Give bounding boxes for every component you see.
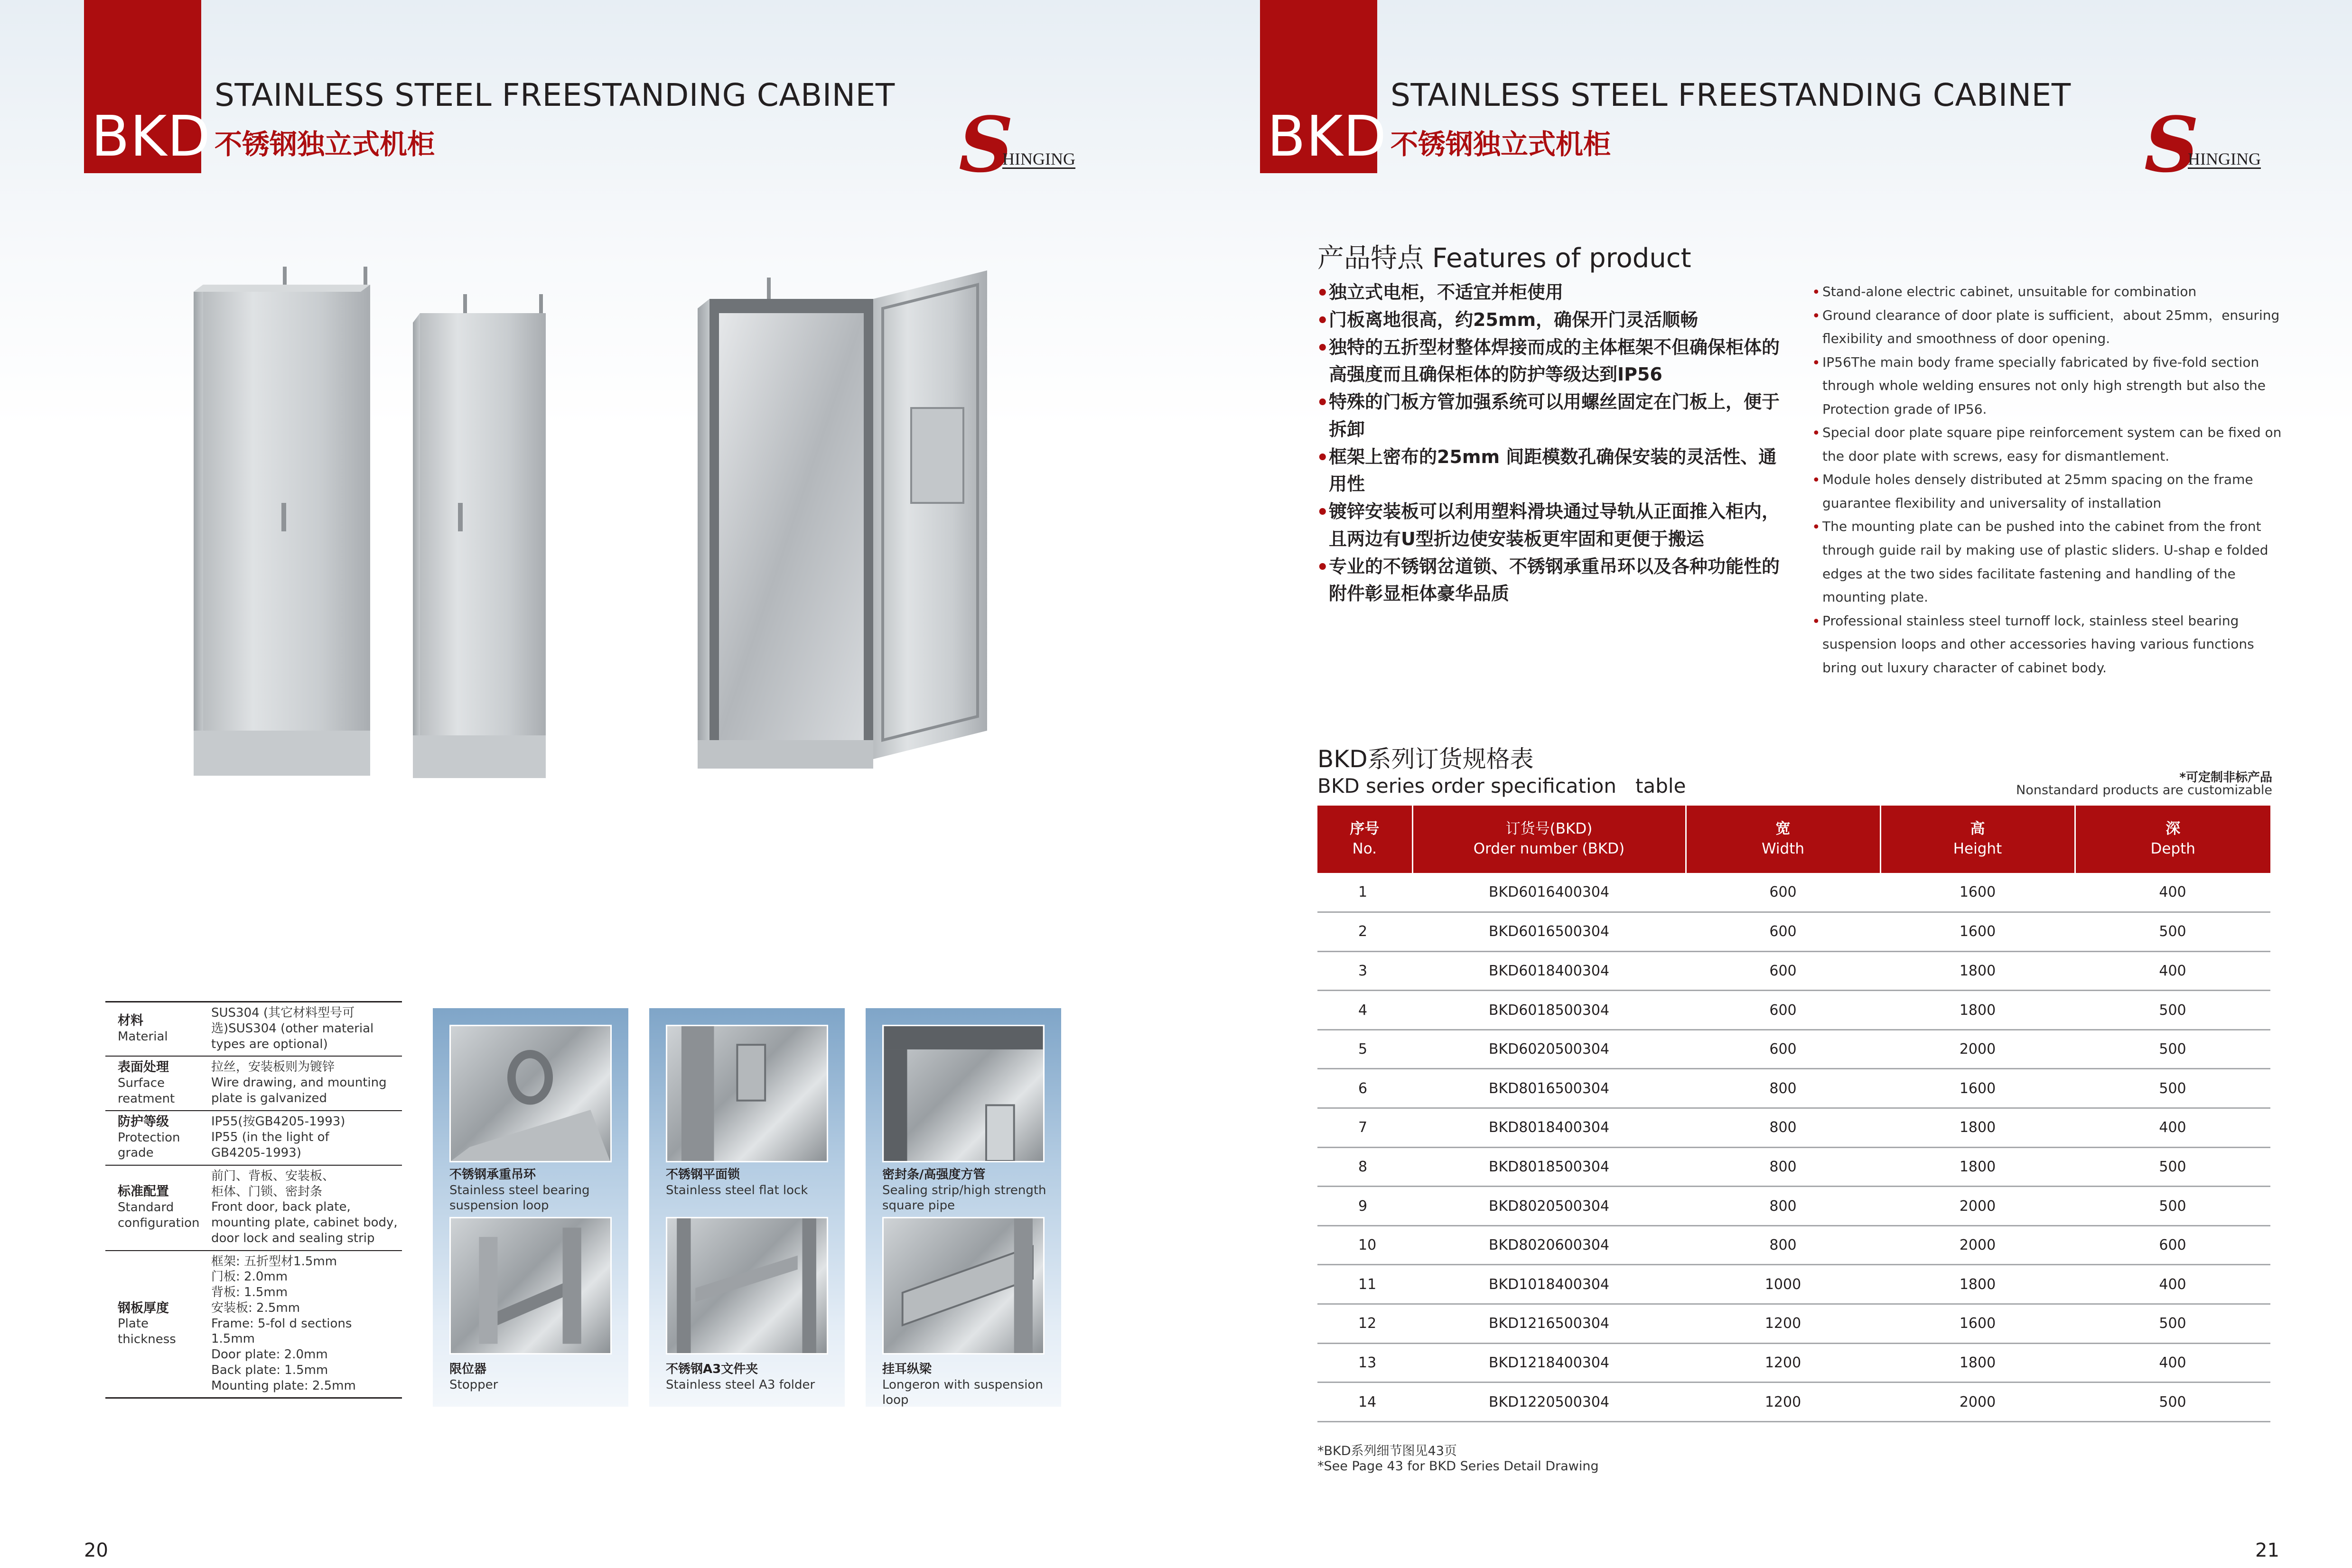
spec-row-material: [105, 1002, 402, 1057]
a3-folder-photo: [666, 1217, 828, 1355]
bkd-code: BKD: [91, 103, 211, 169]
cell-depth: 400: [2075, 1265, 2270, 1304]
cell-order-number: BKD8018400304: [1412, 1108, 1686, 1148]
cell-height: 2000: [1880, 1030, 2075, 1069]
features-list-en: [1812, 280, 2282, 679]
table-row: [1317, 1147, 2270, 1187]
cell-height: 1800: [1880, 1343, 2075, 1382]
customizable-note-en: Nonstandard products are customizable: [2016, 783, 2272, 798]
cell-width: 600: [1686, 1030, 1880, 1069]
page-title-cn: 不锈钢独立式机柜: [1391, 128, 1611, 160]
cell-no: 14: [1317, 1382, 1412, 1422]
accessory-column-1: [433, 1008, 628, 1407]
accessory-column-3: [866, 1008, 1061, 1407]
cell-no: 8: [1317, 1147, 1412, 1187]
feature-item-cn: • 框架上密布的25mm 间距模数孔确保安装的灵活性、通用性: [1315, 444, 1784, 499]
table-row: [1317, 1304, 2270, 1344]
shinging-logo: [2144, 100, 2272, 189]
footnote-en: *See Page 43 for BKD Series Detail Drawing: [1317, 1459, 1599, 1474]
cell-order-number: BKD8020500304: [1412, 1187, 1686, 1226]
bkd-code: BKD: [1267, 103, 1387, 169]
cell-order-number: BKD1216500304: [1412, 1304, 1686, 1344]
spec-row-protection: [105, 1111, 402, 1166]
cell-order-number: BKD6020500304: [1412, 1030, 1686, 1069]
accessory-label-cn: 限位器: [449, 1362, 487, 1376]
cell-depth: 400: [2075, 873, 2270, 912]
page-title-cn: 不锈钢独立式机柜: [215, 128, 435, 160]
feature-item-cn: • 特殊的门板方管加强系统可以用螺丝固定在门板上，便于拆卸: [1315, 389, 1784, 444]
cell-width: 800: [1686, 1187, 1880, 1226]
cell-depth: 500: [2075, 1069, 2270, 1108]
spec-value: SUS304 (其它材料型号可 选)SUS304 (other material types are optional): [211, 1006, 374, 1051]
page-title-en: STAINLESS STEEL FREESTANDING CABINET: [1391, 77, 2071, 113]
spec-label-cn: 表面处理: [118, 1060, 169, 1075]
cell-order-number: BKD1220500304: [1412, 1382, 1686, 1422]
cell-depth: 500: [2075, 1382, 2270, 1422]
longeron-photo: [882, 1217, 1045, 1355]
feature-item-cn: • 镀锌安装板可以利用塑料滑块通过导轨从正面推入柜内，且两边有U型折边使安装板更牢固和更便于搬运: [1315, 498, 1784, 553]
spec-row-configuration: [105, 1166, 402, 1251]
accessory-label-cn: 挂耳纵梁: [882, 1362, 932, 1376]
column-header-order-number: 订货号(BKD) Order number (BKD): [1412, 806, 1686, 873]
features-title: 产品特点 Features of product: [1317, 243, 1691, 274]
cell-depth: 500: [2075, 1147, 2270, 1187]
column-header-depth: 深 Depth: [2075, 806, 2270, 873]
cell-width: 600: [1686, 991, 1880, 1030]
feature-item-en: • Stand-alone electric cabinet, unsuitable for combination: [1812, 280, 2282, 304]
spec-label-en: Plate thickness: [118, 1317, 176, 1346]
spec-label-cn: 标准配置: [118, 1184, 169, 1199]
feature-item-en: • Module holes densely distributed at 25mm spacing on the frame guarantee flexibility and universality of installation: [1812, 468, 2282, 515]
accessory-label-en: Stainless steel bearing suspension loop: [449, 1183, 590, 1213]
cell-depth: 600: [2075, 1225, 2270, 1265]
table-row: [1317, 1382, 2270, 1422]
cell-no: 13: [1317, 1343, 1412, 1382]
table-row: [1317, 873, 2270, 912]
table-row: [1317, 1108, 2270, 1148]
accessory-label-en: Sealing strip/high strength square pipe: [882, 1183, 1046, 1213]
cell-height: 1600: [1880, 1069, 2075, 1108]
accessory-column-2: [649, 1008, 845, 1407]
table-header-row: [1317, 806, 2270, 873]
cell-depth: 400: [2075, 1108, 2270, 1148]
cell-height: 1800: [1880, 1147, 2075, 1187]
shinging-logo: [959, 100, 1087, 189]
logo-s-letter: S: [2144, 100, 2199, 189]
accessory-label-en: Stainless steel A3 folder: [666, 1377, 815, 1392]
cell-depth: 500: [2075, 1030, 2270, 1069]
spec-value: 拉丝，安装板则为镀锌 Wire drawing, and mounting plate is galvanized: [211, 1060, 387, 1105]
cell-order-number: BKD8018500304: [1412, 1147, 1686, 1187]
cell-no: 6: [1317, 1069, 1412, 1108]
customizable-note-cn: *可定制非标产品: [2179, 770, 2272, 785]
cell-height: 1800: [1880, 1108, 2075, 1148]
spec-row-surface: [105, 1057, 402, 1111]
spec-label-en: Material: [118, 1029, 168, 1044]
page-number: 20: [84, 1540, 108, 1561]
table-row: [1317, 1225, 2270, 1265]
cell-no: 5: [1317, 1030, 1412, 1069]
cell-no: 10: [1317, 1225, 1412, 1265]
material-spec-table: [105, 1001, 402, 1399]
table-row: [1317, 1187, 2270, 1226]
cell-no: 9: [1317, 1187, 1412, 1226]
spec-label-cn: 钢板厚度: [118, 1300, 169, 1316]
spec-label-cn: 材料: [118, 1013, 143, 1028]
cell-width: 1000: [1686, 1265, 1880, 1304]
cell-height: 2000: [1880, 1187, 2075, 1226]
cell-depth: 400: [2075, 951, 2270, 991]
logo-wordmark: HINGING: [1002, 149, 1075, 168]
spec-label-en: Protection grade: [118, 1130, 180, 1160]
table-row: [1317, 1030, 2270, 1069]
column-header-no: 序号 No.: [1317, 806, 1412, 873]
accessory-label-en: Stainless steel flat lock: [666, 1183, 808, 1197]
feature-item-cn: • 独特的五折型材整体焊接而成的主体框架不但确保柜体的高强度而且确保柜体的防护等级达到IP56: [1315, 334, 1784, 389]
footnote-cn: *BKD系列细节图见43页: [1317, 1444, 1457, 1458]
cell-height: 1800: [1880, 1265, 2075, 1304]
spec-value: IP55(按GB4205-1993) IP55 (in the light of GB4205-1993): [211, 1114, 345, 1160]
accessory-label-en: Longeron with suspension loop: [882, 1377, 1043, 1407]
feature-item-cn: • 专业的不锈钢岔道锁、不锈钢承重吊环以及各种功能性的附件彰显柜体豪华品质: [1315, 553, 1784, 608]
accessory-label-cn: 不锈钢承重吊环: [449, 1168, 536, 1182]
cell-depth: 500: [2075, 912, 2270, 952]
cell-no: 7: [1317, 1108, 1412, 1148]
cell-order-number: BKD1018400304: [1412, 1265, 1686, 1304]
feature-item-en: • Ground clearance of door plate is sufficient，about 25mm，ensuring flexibility and smoothness of door opening.: [1812, 304, 2282, 351]
cell-order-number: BKD1218400304: [1412, 1343, 1686, 1382]
cell-height: 1800: [1880, 991, 2075, 1030]
cell-width: 800: [1686, 1225, 1880, 1265]
cell-height: 2000: [1880, 1382, 2075, 1422]
cell-width: 800: [1686, 1147, 1880, 1187]
cabinets-photo: [180, 266, 1082, 835]
cell-depth: 500: [2075, 1187, 2270, 1226]
table-row: [1317, 912, 2270, 952]
cell-no: 2: [1317, 912, 1412, 952]
cell-depth: 400: [2075, 1343, 2270, 1382]
cell-width: 600: [1686, 951, 1880, 991]
table-row: [1317, 1265, 2270, 1304]
cell-width: 800: [1686, 1069, 1880, 1108]
cell-width: 1200: [1686, 1382, 1880, 1422]
cell-height: 1600: [1880, 873, 2075, 912]
accessory-label-cn: 不锈钢A3文件夹: [666, 1362, 758, 1376]
cell-height: 2000: [1880, 1225, 2075, 1265]
cell-order-number: BKD6016500304: [1412, 912, 1686, 952]
spec-label-cn: 防护等级: [118, 1114, 169, 1129]
cell-no: 3: [1317, 951, 1412, 991]
cell-depth: 500: [2075, 991, 2270, 1030]
cell-order-number: BKD8016500304: [1412, 1069, 1686, 1108]
page-number: 21: [2255, 1540, 2279, 1561]
cell-order-number: BKD6016400304: [1412, 873, 1686, 912]
stopper-photo: [449, 1217, 612, 1355]
cell-width: 800: [1686, 1108, 1880, 1148]
cell-no: 4: [1317, 991, 1412, 1030]
cell-no: 1: [1317, 873, 1412, 912]
page-title-en: STAINLESS STEEL FREESTANDING CABINET: [215, 77, 895, 113]
cell-width: 600: [1686, 912, 1880, 952]
logo-wordmark: HINGING: [2188, 149, 2261, 168]
cell-no: 12: [1317, 1304, 1412, 1344]
spec-row-thickness: [105, 1251, 402, 1398]
cell-order-number: BKD8020600304: [1412, 1225, 1686, 1265]
sealing-strip-photo: [882, 1025, 1045, 1162]
table-row: [1317, 991, 2270, 1030]
cell-width: 600: [1686, 873, 1880, 912]
accessory-label-cn: 不锈钢平面锁: [666, 1168, 740, 1182]
logo-s-letter: S: [959, 100, 1014, 189]
feature-item-en: • IP56The main body frame specially fabricated by five-fold section through whole welding ensures not only high strength but also the Protection grade of IP56.: [1812, 351, 2282, 421]
order-table-title-en: BKD series order specification table: [1317, 774, 1686, 798]
cell-no: 11: [1317, 1265, 1412, 1304]
spec-value: 框架: 五折型材1.5mm 门板: 2.0mm 背板: 1.5mm 安装板: 2.5mm Frame: 5-fol d sections 1.5mm Door plate: 2.0mm Back plate: 1.5mm Mounting plate: 2.5mm: [211, 1254, 356, 1393]
features-list-cn: [1315, 279, 1784, 608]
feature-item-cn: • 门板离地很高，约25mm，确保开门灵活顺畅: [1315, 306, 1784, 334]
order-spec-table: [1317, 806, 2270, 1422]
order-table-title-cn: BKD系列订货规格表: [1317, 745, 1534, 773]
spec-label-en: Surface reatment: [118, 1076, 175, 1106]
cell-depth: 500: [2075, 1304, 2270, 1344]
spec-label-en: Standard configuration: [118, 1200, 200, 1230]
accessory-label-cn: 密封条/高强度方管: [882, 1168, 986, 1182]
cell-height: 1800: [1880, 951, 2075, 991]
feature-item-en: • Professional stainless steel turnoff lock, stainless steel bearing suspension loops and other accessories having various functions bring out luxury character of cabinet body.: [1812, 609, 2282, 680]
column-header-width: 宽 Width: [1686, 806, 1880, 873]
cell-order-number: BKD6018400304: [1412, 951, 1686, 991]
cell-width: 1200: [1686, 1343, 1880, 1382]
column-header-height: 高 Height: [1880, 806, 2075, 873]
cell-width: 1200: [1686, 1304, 1880, 1344]
table-row: [1317, 1343, 2270, 1382]
feature-item-en: • Special door plate square pipe reinforcement system can be fixed on the door plate with screws, easy for dismantlement.: [1812, 421, 2282, 468]
suspension-loop-photo: [449, 1025, 612, 1162]
cell-height: 1600: [1880, 1304, 2075, 1344]
flat-lock-photo: [666, 1025, 828, 1162]
accessory-label-en: Stopper: [449, 1377, 498, 1392]
spec-value: 前门、背板、安装板、 柜体、门锁、密封条 Front door, back plate, mounting plate, cabinet body, door lock and sealing strip: [211, 1169, 398, 1245]
table-row: [1317, 1069, 2270, 1108]
feature-item-en: • The mounting plate can be pushed into the cabinet from the front through guide rail by making use of plastic sliders. U-shap e folded edges at the two sides facilitate fastening and handling of the mounting plate.: [1812, 515, 2282, 609]
feature-item-cn: • 独立式电柜，不适宜并柜使用: [1315, 279, 1784, 306]
cell-height: 1600: [1880, 912, 2075, 952]
table-row: [1317, 951, 2270, 991]
cell-order-number: BKD6018500304: [1412, 991, 1686, 1030]
